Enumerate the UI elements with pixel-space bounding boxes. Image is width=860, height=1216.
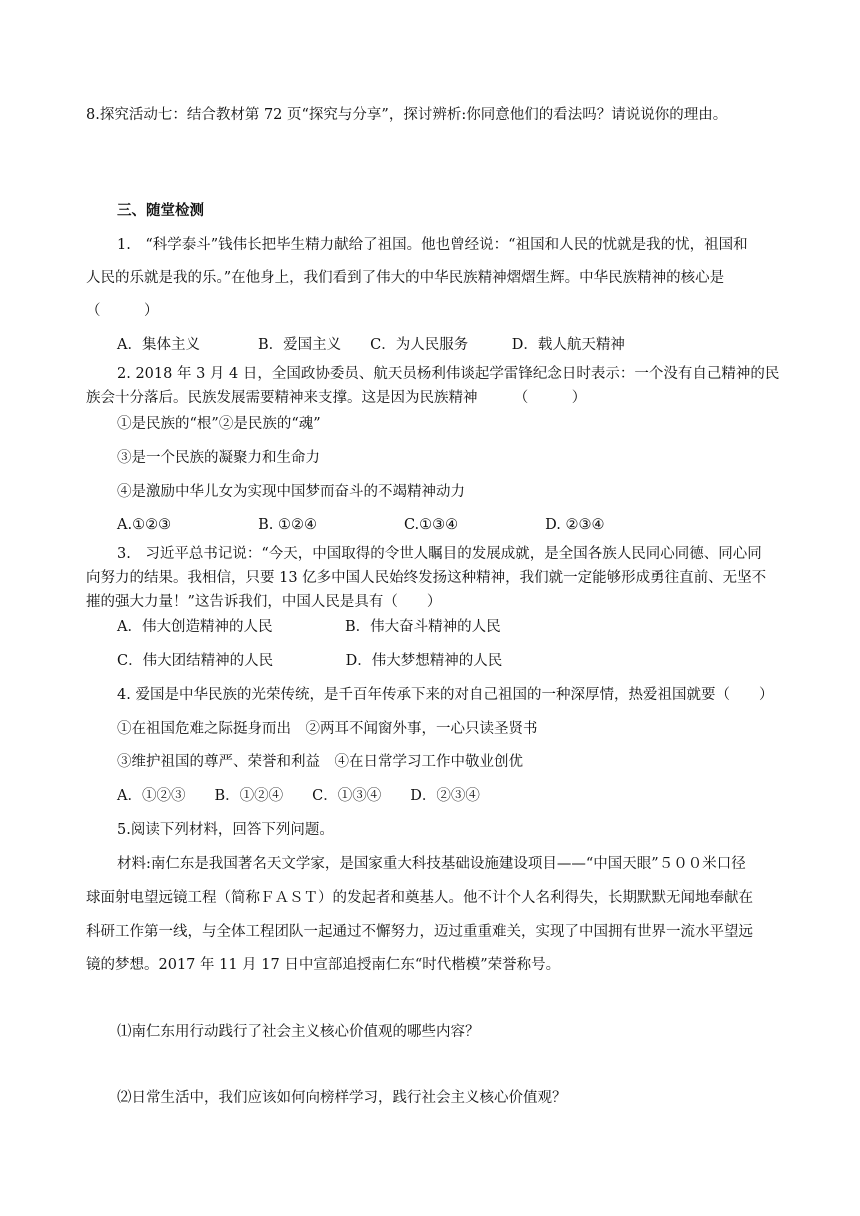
q1-line3: （ ） [86,303,159,319]
section-title: 三、随堂检测 [117,202,204,219]
q5-material-line3: 科研工作第一线，与全体工程团队一起通过不懈努力，迈过重重难关，实现了中国拥有世界一流水平望远 [86,924,753,940]
q5-subquestion-1: ⑴南仁东用行动践行了社会主义核心价值观的哪些内容？ [117,1024,480,1040]
activity-8-prompt: 8.探究活动七：结合教材第 72 页“探究与分享”，探讨辨析:你同意他们的看法吗？请说说你的理由。 [86,107,728,123]
q3-options-cd: C．伟大团结精神的人民 D．伟大梦想精神的人民 [117,653,503,669]
q4-item1: ①在祖国危难之际挺身而出 ②两耳不闻窗外事，一心只读圣贤书 [117,721,538,737]
q2-item1: ①是民族的“根”②是民族的“魂” [117,416,321,432]
q5-material-line1: 材料:南仁东是我国著名天文学家，是国家重大科技基础设施建设项目——“中国天眼”５００米口径 [117,856,746,872]
q1-options: A．集体主义 B．爱国主义 C．为人民服务 D．载人航天精神 [117,337,625,353]
q1-line2: 人民的乐就是我的乐。”在他身上，我们看到了伟大的中华民族精神熠熠生辉。中华民族精神的核心是 [86,270,725,286]
q3-line1: 3. 习近平总书记说：“今天，中国取得的令世人瞩目的发展成就，是全国各族人民同心同德、同心同 [117,546,762,562]
q1-line1: 1. “科学泰斗”钱伟长把毕生精力献给了祖国。他也曾经说：“祖国和人民的忧就是我的忧，祖国和 [117,237,748,253]
q3-line3: 摧的强大力量！”这告诉我们，中国人民是具有（ ） [86,594,442,610]
q2-item3: ④是激励中华儿女为实现中国梦而奋斗的不竭精神动力 [117,484,465,500]
q2-options: A.①②③ B. ①②④ C.①③④ D. ②③④ [117,517,605,533]
q5-material-line4: 镜的梦想。2017 年 11 月 17 日中宣部追授南仁东“时代楷模”荣誉称号。 [86,957,561,973]
q5-line1: 5.阅读下列材料，回答下列问题。 [117,822,334,838]
q5-subquestion-2: ⑵日常生活中，我们应该如何向榜样学习，践行社会主义核心价值观？ [117,1090,567,1106]
q5-material-line2: 球面射电望远镜工程（简称ＦＡＳＴ）的发起者和奠基人。他不计个人名利得失，长期默默无闻地奉献在 [86,890,753,906]
q3-options-ab: A．伟大创造精神的人民 B．伟大奋斗精神的人民 [117,619,501,635]
q2-item2: ③是一个民族的凝聚力和生命力 [117,450,320,466]
q3-line2: 向努力的结果。我相信，只要 13 亿多中国人民始终发扬这种精神，我们就一定能够形成勇往直前、无坚不 [86,570,767,586]
q2-line2: 族会十分落后。民族发展需要精神来支撑。这是因为民族精神 （ ） [86,390,587,406]
q4-line1: 4. 爱国是中华民族的光荣传统，是千百年传承下来的对自己祖国的一种深厚情，热爱祖国就要（ ） [117,687,774,703]
q2-line1: 2. 2018 年 3 月 4 日，全国政协委员、航天员杨利伟谈起学雷锋纪念日时表示：一个没有自己精神的民 [117,366,780,382]
q4-item2: ③维护祖国的尊严、荣誉和利益 ④在日常学习工作中敬业创优 [117,754,523,770]
q4-options: A．①②③ B．①②④ C．①③④ D．②③④ [117,788,480,804]
